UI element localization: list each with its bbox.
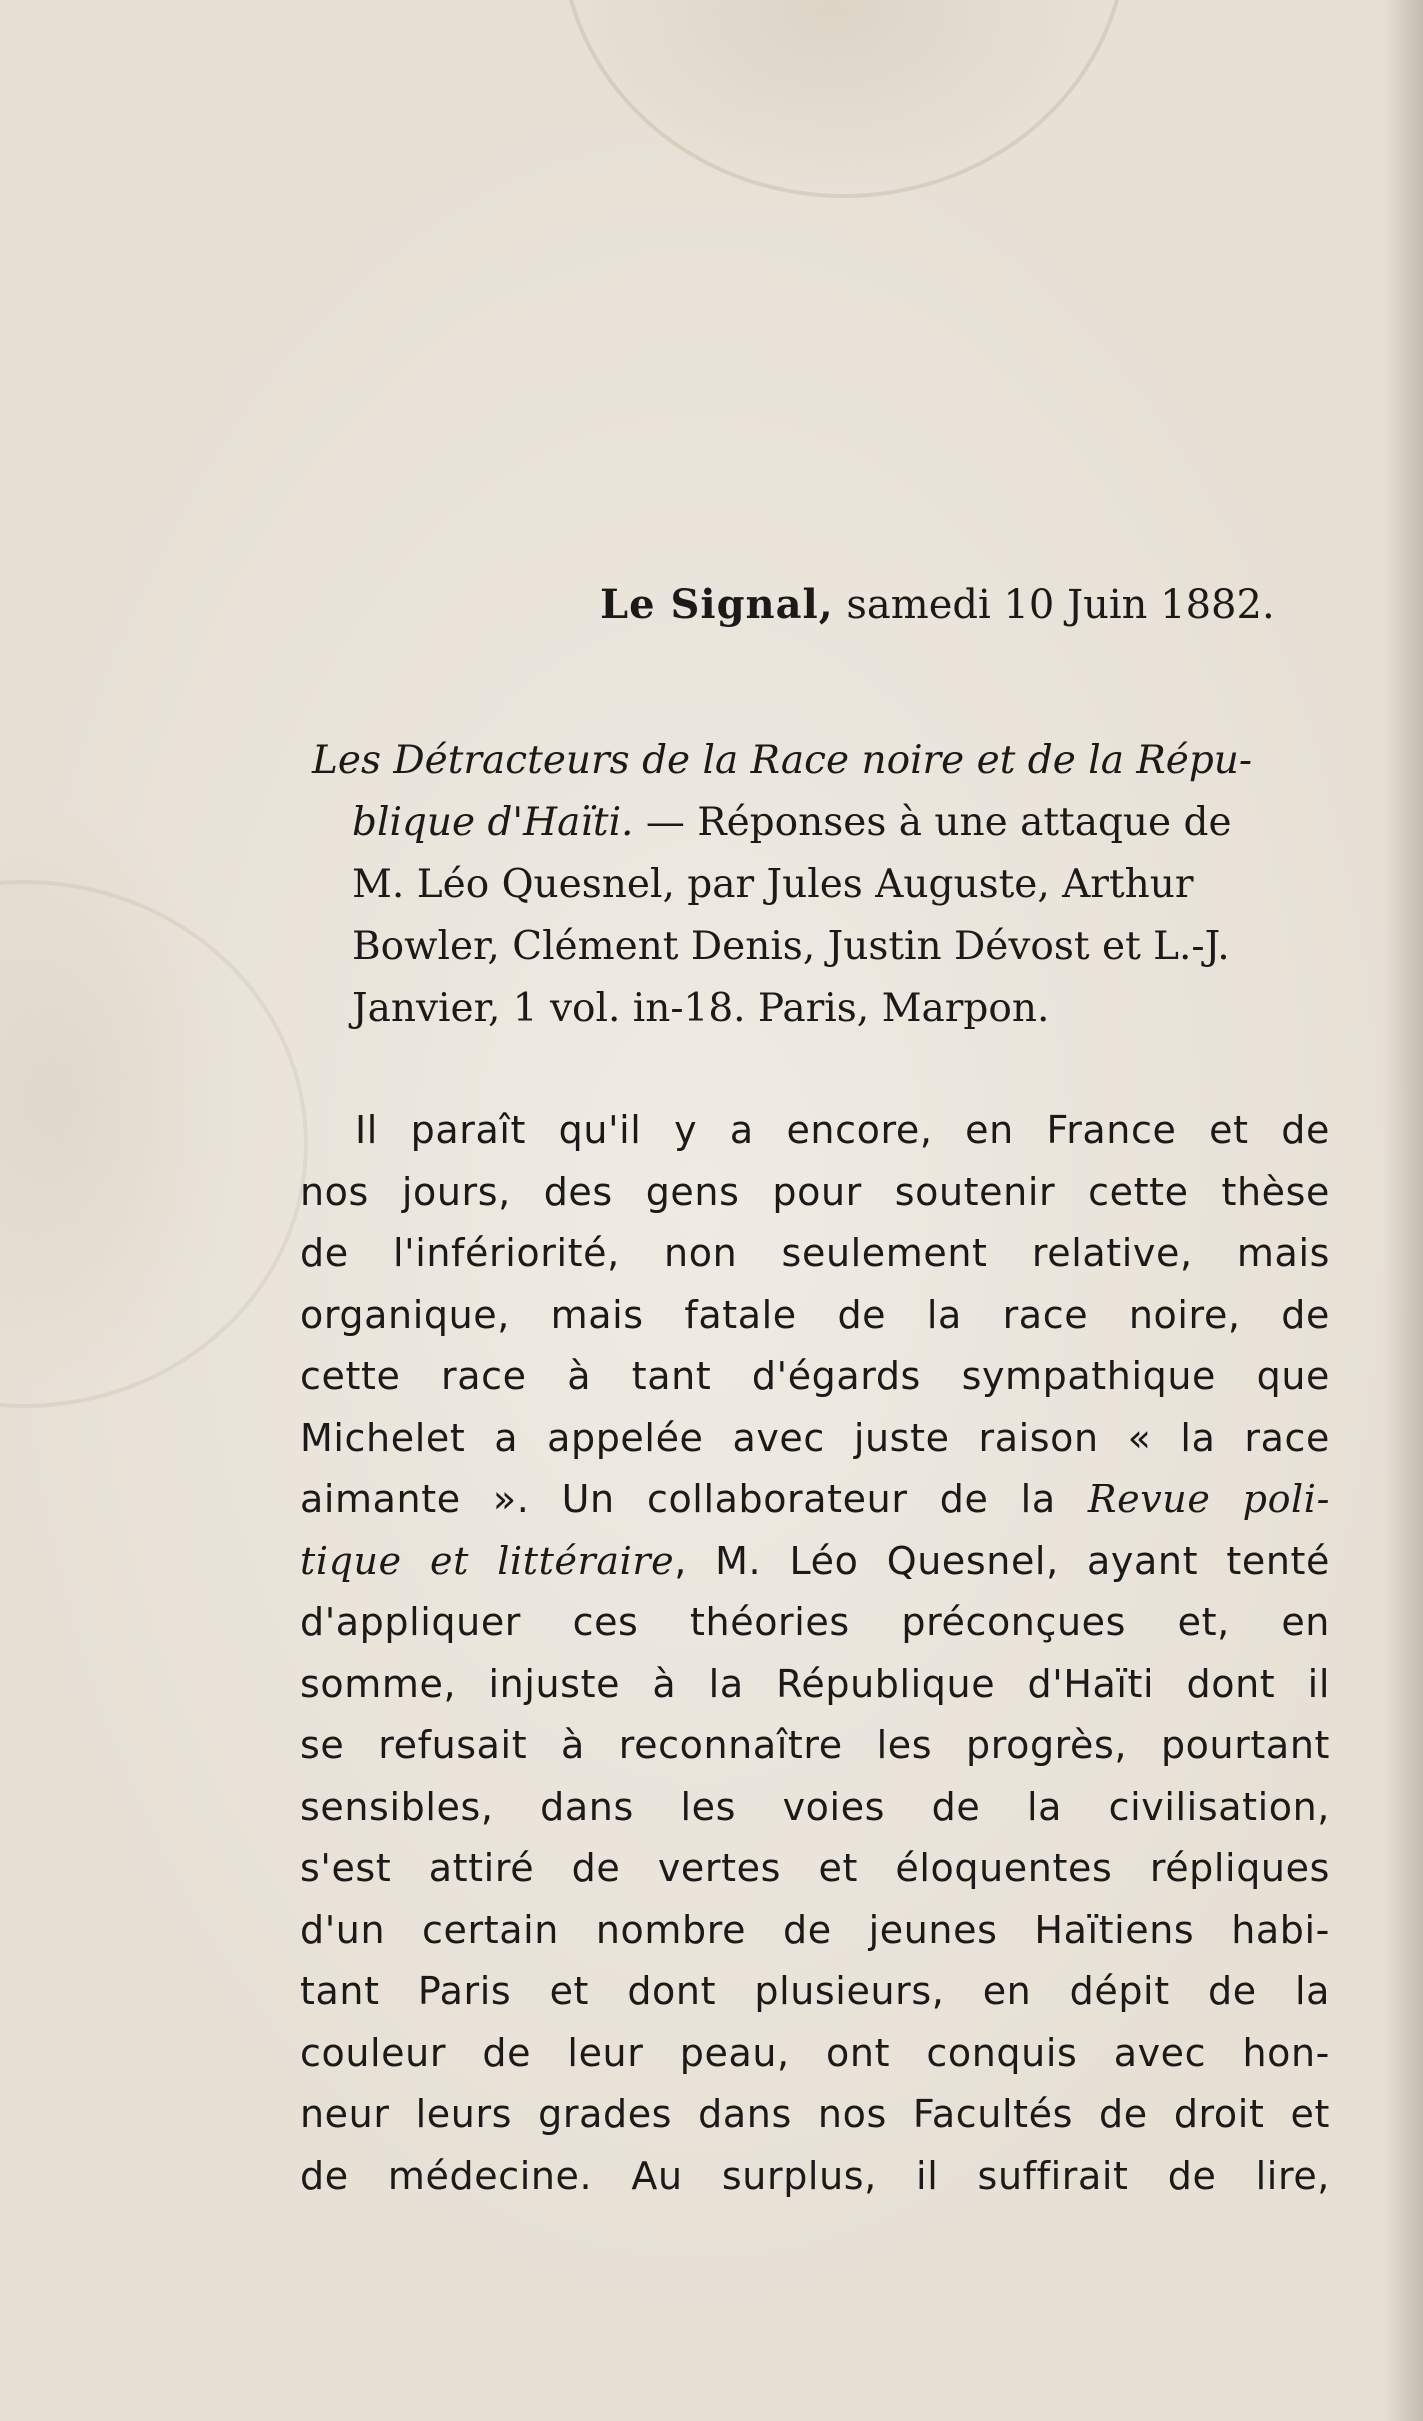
coffee-stain: [560, 0, 1128, 198]
body-line: d'appliquer ces théories préconçues et, en: [300, 1600, 1330, 1644]
body-line: sensibles, dans les voies de la civilisation,: [300, 1784, 1330, 1829]
publication-date: samedi 10 Juin 1882.: [846, 582, 1275, 628]
body-line: [300, 1531, 1330, 1593]
body-line: Il paraît qu'il y a encore, en France et de: [355, 1108, 1330, 1152]
body-line: de médecine. Au surplus, il suffirait de lire,: [300, 2153, 1330, 2198]
article-body: [300, 1100, 1330, 2207]
journal-title-italic: Revue poli-: [1087, 1477, 1331, 1521]
body-line: organique, mais fatale de la race noire, de: [300, 1292, 1330, 1337]
body-line: [300, 1469, 1330, 1531]
body-line: s'est attiré de vertes et éloquentes répliques: [300, 1846, 1330, 1890]
body-text-segment: aimante ». Un collaborateur de la: [300, 1477, 1088, 1521]
book-title-part2: blique d'Haïti.: [352, 800, 634, 845]
body-line: d'un certain nombre de jeunes Haïtiens habi-: [300, 1907, 1330, 1952]
body-line: nos jours, des gens pour soutenir cette thèse: [300, 1169, 1330, 1214]
citation-line: Janvier, 1 vol. in-18. Paris, Marpon.: [352, 986, 1050, 1031]
page-edge-shadow: [1383, 0, 1423, 2421]
body-line: neur leurs grades dans nos Facultés de droit et: [300, 2092, 1330, 2136]
body-line: tant Paris et dont plusieurs, en dépit de la: [300, 1969, 1330, 2013]
newspaper-header: [600, 575, 1300, 635]
citation-line: Bowler, Clément Denis, Justin Dévost et L.-J.: [352, 924, 1230, 969]
citation-text: — Réponses à une attaque de: [633, 800, 1232, 845]
citation-line: [312, 792, 1342, 854]
journal-name: Le Signal,: [600, 581, 834, 628]
journal-title-italic: tique et littéraire: [300, 1538, 675, 1583]
water-stain: [0, 880, 308, 1408]
body-line: de l'infériorité, non seulement relative, mais: [300, 1231, 1330, 1275]
body-line: se refusait à reconnaître les progrès, pourtant: [300, 1723, 1330, 1767]
body-line: somme, injuste à la République d'Haïti dont il: [300, 1661, 1330, 1706]
body-line: couleur de leur peau, ont conquis avec hon-: [300, 2030, 1330, 2075]
book-title-part1: Les Détracteurs de la Race noire et de la Répu-: [312, 738, 1253, 783]
citation-line: [312, 730, 1342, 792]
body-text-segment: , M. Léo Quesnel, ayant tenté: [674, 1538, 1330, 1583]
citation-line: M. Léo Quesnel, par Jules Auguste, Arthur: [352, 862, 1194, 907]
book-citation: [312, 730, 1342, 1040]
body-line: Michelet a appelée avec juste raison « la race: [300, 1415, 1330, 1460]
body-line: cette race à tant d'égards sympathique que: [300, 1354, 1330, 1398]
